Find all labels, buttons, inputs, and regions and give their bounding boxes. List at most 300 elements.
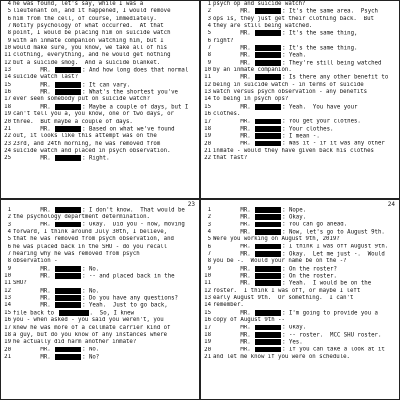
- text-run: you be -. Would your name be on the -?: [213, 258, 347, 265]
- line-number: 18: [204, 125, 211, 132]
- line-number: 17: [204, 324, 211, 331]
- text-run: he actually did harm another inmate?: [13, 339, 137, 346]
- line-number: 1: [207, 207, 211, 213]
- line-number: 18: [204, 331, 211, 338]
- line-text: [13, 317, 198, 324]
- line-number: 14: [4, 74, 11, 81]
- transcript-line: [202, 273, 398, 280]
- line-number: 8: [7, 258, 11, 265]
- text-run: clothing, everything, and he would get nothing: [13, 52, 171, 59]
- line-text: [213, 266, 398, 273]
- text-run: : Yeah. You have your: [282, 104, 358, 111]
- line-text: [213, 251, 398, 258]
- transcript-line: [202, 295, 398, 302]
- line-number: 3: [7, 221, 11, 228]
- text-run: early August 9th. Or something. I can't: [213, 295, 354, 302]
- transcript-line: [2, 119, 198, 126]
- transcript-line: [2, 45, 198, 52]
- line-text: [13, 339, 198, 346]
- text-run: MR.: [213, 126, 255, 133]
- transcript-line: [202, 325, 398, 332]
- text-run: : I mean -.: [282, 133, 320, 140]
- transcript-line: [202, 339, 398, 346]
- line-text: [13, 325, 198, 332]
- redaction-block: [255, 310, 281, 316]
- text-run: : Maybe a couple of days, but I: [82, 104, 189, 111]
- transcript-line: [2, 155, 198, 162]
- transcript-line: [2, 52, 198, 59]
- line-number: 9: [207, 265, 211, 272]
- line-number: 2: [7, 214, 11, 221]
- line-text: [213, 258, 398, 265]
- text-run: : Yeah. Just to go back,: [82, 302, 168, 309]
- text-run: out, it looks like this attempt was on the: [13, 133, 157, 140]
- line-text: [213, 222, 398, 229]
- transcript-line: [2, 126, 198, 133]
- line-number: 4: [7, 1, 11, 7]
- transcript-page-bottom-right: [200, 199, 400, 400]
- text-run: he was found, let's say, while I was a: [13, 1, 144, 7]
- transcript-line: [202, 347, 398, 354]
- transcript-line: [2, 1, 198, 8]
- transcript-line: [2, 67, 198, 74]
- line-number: 13: [4, 295, 11, 302]
- transcript-line: [202, 310, 398, 317]
- text-run: : I'm going to provide you a: [282, 310, 378, 317]
- page-number: 24: [387, 201, 395, 208]
- line-number: 8: [207, 258, 211, 265]
- transcript-line: [2, 222, 198, 229]
- line-number: 20: [204, 140, 211, 147]
- transcript-line: [202, 133, 398, 140]
- line-text: [213, 273, 398, 280]
- text-run: with an inmate companion watching him, but I: [13, 37, 164, 44]
- redaction-block: [55, 126, 81, 132]
- redaction-block: [255, 8, 281, 14]
- line-text: [13, 119, 198, 126]
- transcript-line: [2, 74, 198, 81]
- line-number: 10: [4, 45, 11, 52]
- line-number: 19: [204, 339, 211, 346]
- redaction-block: [255, 214, 281, 220]
- line-number: 5: [207, 30, 211, 37]
- transcript-line: [202, 1, 398, 8]
- redaction-block: [55, 82, 81, 88]
- transcript-line: [202, 8, 398, 15]
- line-number: 12: [4, 287, 11, 294]
- transcript-line: [2, 16, 198, 23]
- text-run: : Okay. Did you - now, moving: [82, 221, 185, 228]
- line-number: 11: [4, 280, 11, 287]
- text-run: MR.: [213, 45, 255, 52]
- line-text: [213, 133, 398, 140]
- text-run: : No.: [82, 288, 100, 295]
- redaction-block: [255, 244, 281, 250]
- line-text: [213, 244, 398, 251]
- transcript-line: [202, 104, 398, 111]
- transcript-page-top-left: [0, 0, 200, 199]
- transcript-line: [202, 222, 398, 229]
- text-run: ever seen somebody put on suicide watch?: [13, 96, 150, 103]
- text-run: : It's the same thing,: [282, 30, 358, 37]
- text-run: MR.: [213, 266, 255, 272]
- line-number: 10: [4, 273, 11, 280]
- text-run: : You can go ahead.: [282, 221, 348, 228]
- line-text: [213, 38, 398, 45]
- text-run: : -- and placed back in the: [82, 273, 175, 280]
- line-text: [213, 288, 398, 295]
- line-number: 4: [7, 229, 11, 236]
- text-run: he was placed back in the SHU - do you recall: [13, 243, 168, 250]
- text-run: suicide watch last?: [13, 74, 79, 81]
- text-run: . So, I knew: [89, 310, 135, 317]
- text-run: MR.: [13, 126, 55, 133]
- line-text: [13, 266, 198, 273]
- line-text: [13, 280, 198, 287]
- text-run: copy of August 9th --: [213, 317, 285, 324]
- text-run: ops is, they just get their clothing back. But: [213, 15, 374, 22]
- redaction-block: [255, 60, 281, 66]
- line-text: [213, 148, 398, 155]
- text-run: : I don't know. That would be: [82, 207, 185, 214]
- line-text: [213, 52, 398, 59]
- text-run: psych op and suicide watch?: [213, 1, 306, 7]
- line-text: [213, 280, 398, 287]
- line-number: 20: [4, 346, 11, 353]
- redaction-block: [55, 207, 81, 213]
- text-run: : Okay. Let me just -. Would: [282, 251, 385, 258]
- text-run: file back to: [13, 310, 58, 317]
- line-text: [13, 111, 198, 118]
- text-run: MR.: [13, 302, 55, 309]
- line-text: [13, 126, 198, 133]
- text-run: the psychology department determination.: [13, 214, 150, 221]
- line-number: 11: [204, 74, 211, 81]
- transcript-line: [2, 38, 198, 45]
- text-run: : It can vary.: [82, 82, 131, 89]
- line-text: [13, 302, 198, 309]
- line-number: 15: [204, 103, 211, 110]
- line-number: 3: [207, 15, 211, 22]
- line-text: [213, 332, 398, 339]
- line-text: [213, 104, 398, 111]
- redaction-block: [255, 30, 281, 36]
- line-number: 3: [207, 221, 211, 228]
- transcript-line: [2, 244, 198, 251]
- transcript-page-top-right: [200, 0, 400, 199]
- text-run: clothes.: [213, 111, 241, 118]
- line-text: [13, 52, 198, 59]
- transcript-line: [202, 38, 398, 45]
- line-number: 15: [204, 309, 211, 316]
- redaction-block: [255, 207, 281, 213]
- text-run: MR.: [13, 89, 55, 96]
- line-text: [213, 347, 398, 354]
- text-run: : You get your clothes.: [282, 118, 361, 125]
- text-run: MR.: [213, 251, 255, 258]
- line-text: [13, 244, 198, 251]
- line-text: [13, 207, 198, 214]
- transcript-line: [202, 266, 398, 273]
- line-number: 21: [204, 147, 211, 154]
- text-run: : Yeah. I would be on the: [282, 280, 372, 287]
- line-number: 20: [204, 346, 211, 353]
- line-text: [213, 302, 398, 309]
- text-run: MR.: [213, 104, 255, 111]
- line-text: [13, 229, 198, 236]
- line-number: 13: [204, 295, 211, 302]
- line-number: 23: [4, 140, 11, 147]
- redaction-block: [255, 273, 281, 279]
- line-number: 1: [7, 207, 11, 213]
- text-run: : Is there any other benefit to: [282, 74, 389, 81]
- text-run: MR.: [213, 140, 255, 147]
- line-number: 9: [7, 265, 11, 272]
- text-run: 23rd, and 24th morning, he was removed from: [13, 140, 161, 147]
- transcript-line: [202, 45, 398, 52]
- text-run: MR.: [213, 280, 255, 287]
- line-number: 6: [207, 37, 211, 44]
- transcript-line: [2, 8, 198, 15]
- text-run: MR.: [213, 221, 255, 228]
- transcript-line: [2, 302, 198, 309]
- text-run: MR.: [213, 60, 255, 66]
- line-number: 16: [204, 317, 211, 324]
- text-run: : Okay.: [282, 324, 307, 331]
- line-text: [13, 141, 198, 148]
- text-run: but a suicide smog. And a suicide blanket.: [13, 59, 161, 66]
- text-run: MR.: [213, 346, 255, 353]
- transcript-line: [2, 96, 198, 103]
- line-text: [213, 155, 398, 162]
- line-number: 11: [204, 280, 211, 287]
- transcript-line: [202, 82, 398, 89]
- transcript-line: [2, 229, 198, 236]
- line-text: [13, 251, 198, 258]
- line-text: [13, 89, 198, 96]
- line-number: 16: [4, 317, 11, 324]
- transcript-line: [2, 347, 198, 354]
- line-number: 18: [4, 103, 11, 110]
- redaction-block: [255, 119, 281, 125]
- transcript-line: [202, 332, 398, 339]
- transcript-line: [2, 104, 198, 111]
- text-run: you - when asked - you said you weren't, you: [13, 317, 164, 324]
- text-run: observation -: [13, 258, 58, 265]
- line-number: 8: [7, 30, 11, 37]
- line-number: 2: [207, 214, 211, 221]
- transcript-line: [202, 52, 398, 59]
- text-run: inmate - would they have given back his clothes: [213, 147, 374, 154]
- text-run: : On the roster.: [282, 273, 337, 280]
- transcript-line: [2, 354, 198, 361]
- line-number: 21: [204, 353, 211, 360]
- redaction-block: [255, 266, 281, 272]
- line-text: [13, 38, 198, 45]
- line-text: [213, 325, 398, 332]
- transcript-line: [2, 251, 198, 258]
- line-text: [213, 16, 398, 23]
- line-number: 10: [204, 67, 211, 74]
- line-number: 13: [4, 67, 11, 74]
- text-run: MR.: [13, 288, 55, 295]
- redaction-block: [255, 347, 281, 353]
- line-text: [13, 347, 198, 354]
- line-text: [213, 141, 398, 148]
- text-run: : And how long does that normal: [82, 67, 189, 74]
- line-text: [213, 8, 398, 15]
- redaction-block: [255, 222, 281, 228]
- transcript-line: [202, 317, 398, 324]
- transcript-line: [2, 288, 198, 295]
- transcript-line: [202, 214, 398, 221]
- line-number: 24: [4, 147, 11, 154]
- redaction-block: [55, 266, 81, 272]
- transcript-line: [2, 207, 198, 214]
- line-text: [13, 67, 198, 74]
- text-run: MR.: [213, 52, 255, 59]
- text-run: : Your clothes.: [282, 126, 334, 133]
- line-text: [213, 82, 398, 89]
- redaction-block: [59, 310, 89, 316]
- redaction-block: [255, 74, 281, 80]
- redaction-block: [255, 126, 281, 132]
- redaction-block: [55, 302, 81, 308]
- line-number: 6: [207, 243, 211, 250]
- transcript-line: [2, 325, 198, 332]
- redaction-block: [55, 104, 81, 110]
- redaction-block: [55, 354, 81, 360]
- text-run: Notify psychology of what occurred. At that: [13, 23, 164, 30]
- text-run: forward, I think around July 30th, I believe,: [13, 229, 168, 236]
- line-text: [213, 23, 398, 30]
- line-number: 19: [4, 111, 11, 118]
- text-run: watch versus psych observation - any benefits: [213, 89, 368, 96]
- line-number: 5: [7, 236, 11, 243]
- line-text: [13, 16, 198, 23]
- text-run: MR.: [213, 74, 255, 81]
- line-number: 6: [7, 15, 11, 22]
- text-run: that he was removed from psych observation, and: [13, 236, 174, 243]
- line-text: [13, 60, 198, 67]
- text-run: point, I would be placing him on suicide watch: [13, 30, 171, 37]
- transcript-line: [202, 236, 398, 243]
- transcript-line: [202, 229, 398, 236]
- line-text: [13, 310, 198, 317]
- line-number: 17: [204, 118, 211, 125]
- line-number: 20: [4, 118, 11, 125]
- line-number: 2: [207, 8, 211, 15]
- transcript-line: [202, 280, 398, 287]
- line-number: 25: [4, 155, 11, 162]
- line-text: [13, 30, 198, 37]
- line-number: 5: [7, 8, 11, 15]
- line-number: 17: [4, 324, 11, 331]
- line-number: 13: [204, 89, 211, 96]
- line-text: [13, 222, 198, 229]
- line-text: [13, 295, 198, 302]
- redaction-block: [255, 325, 281, 331]
- transcript-line: [2, 236, 198, 243]
- line-text: [213, 236, 398, 243]
- line-number: 9: [7, 37, 11, 44]
- text-run: : What's the shortest you've: [82, 89, 178, 96]
- transcript-line: [2, 332, 198, 339]
- transcript-line: [2, 295, 198, 302]
- line-text: [213, 60, 398, 67]
- text-run: : Do you have any questions?: [82, 295, 178, 302]
- transcript-line: [2, 258, 198, 265]
- text-run: MR.: [213, 229, 255, 236]
- line-number: 1: [207, 1, 211, 7]
- text-run: : Based on what we've found: [82, 126, 175, 133]
- line-number: 14: [204, 96, 211, 103]
- transcript-line: [202, 111, 398, 118]
- transcript-line: [2, 82, 198, 89]
- transcript-line: [2, 133, 198, 140]
- line-number: 7: [207, 251, 211, 258]
- line-text: [213, 67, 398, 74]
- line-text: [213, 295, 398, 302]
- line-number: 11: [4, 52, 11, 59]
- line-text: [213, 111, 398, 118]
- transcript-lines: [202, 207, 398, 361]
- text-run: MR.: [213, 207, 255, 214]
- text-run: right?: [213, 37, 234, 44]
- line-text: [213, 96, 398, 103]
- transcript-line: [2, 60, 198, 67]
- text-run: MR.: [13, 82, 55, 89]
- redaction-block: [255, 332, 281, 338]
- transcript-line: [202, 251, 398, 258]
- transcript-line: [202, 74, 398, 81]
- line-text: [13, 236, 198, 243]
- text-run: MR.: [213, 214, 255, 221]
- redaction-block: [55, 222, 81, 228]
- text-run: MR.: [13, 155, 55, 162]
- line-number: 4: [207, 229, 211, 236]
- transcript-line: [2, 148, 198, 155]
- line-text: [13, 273, 198, 280]
- text-run: : Right.: [82, 155, 110, 162]
- text-run: MR.: [13, 207, 55, 214]
- text-run: : -- roster. MCC SHU roster.: [282, 332, 382, 339]
- transcript-line: [2, 30, 198, 37]
- transcript-line: [202, 148, 398, 155]
- line-text: [13, 96, 198, 103]
- line-number: 15: [4, 309, 11, 316]
- line-number: 4: [207, 23, 211, 30]
- text-run: being in suicide watch - in terms of suicide: [213, 81, 364, 88]
- redaction-block: [55, 288, 81, 294]
- text-run: MR.: [213, 118, 255, 125]
- redaction-block: [255, 229, 281, 235]
- line-text: [13, 82, 198, 89]
- transcript-line: [202, 67, 398, 74]
- transcript-line: [202, 89, 398, 96]
- text-run: : It's the same thing.: [282, 45, 358, 52]
- text-run: : No.: [82, 346, 100, 353]
- line-text: [13, 288, 198, 295]
- line-number: 16: [4, 89, 11, 96]
- text-run: they are still being watched.: [213, 23, 313, 30]
- redaction-block: [255, 280, 281, 286]
- text-run: MR.: [13, 273, 55, 280]
- transcript-line: [202, 141, 398, 148]
- line-text: [13, 45, 198, 52]
- line-text: [13, 23, 198, 30]
- line-text: [213, 126, 398, 133]
